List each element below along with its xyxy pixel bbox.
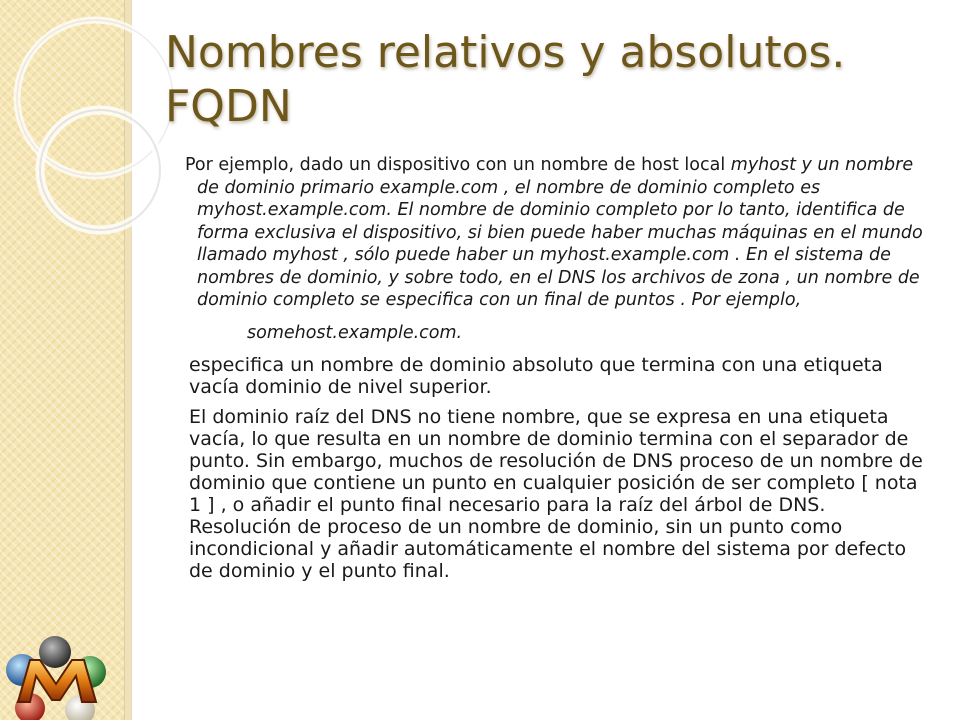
paragraph-dns-root: El dominio raíz del DNS no tiene nombre, que se expresa en una etiqueta vacía, lo que resulta en un nombre de dominio termina con el separador de punto. Sin embargo, muchos de resolución de DNS proceso de un nombre de dominio que contiene un punto en cualquier posición de ser completo [ nota 1 ] , o añadir el punto final necesario para la raíz del árbol de DNS. Resolución de proceso de un nombre de dominio, sin un punto como incondicional y añadir automáticamente el nombre del sistema por defecto de dominio y el punto final. — [189, 405, 923, 582]
paragraph-absolute-name: especifica un nombre de dominio absoluto que termina con una etiqueta vacía dominio de nivel superior. — [189, 353, 883, 398]
paragraph-example-italic: myhost y un nombre de dominio primario example.com , el nombre de dominio completo es myhost.example.com. El nombre de dominio completo por lo tanto, identifica de forma exclusiva el dispositivo, si bien puede haber muchas máquinas en el mundo llamado myhost , sólo puede haber un myhost.example.com . En el sistema de nombres de dominio, y sobre todo, en el DNS los archivos de zona , un nombre de dominio completo se especifica con un final de puntos . Por ejemplo, — [197, 155, 923, 310]
slide-title: Nombres relativos y absolutos. FQDN — [165, 27, 846, 132]
magic-m-logo-icon — [0, 630, 120, 720]
slide-body — [185, 154, 930, 582]
paragraph-example — [185, 154, 930, 312]
example-fqdn: somehost.example.com. — [247, 322, 463, 343]
paragraph-example-lead: Por ejemplo, dado un dispositivo con un nombre de host local — [185, 155, 731, 175]
